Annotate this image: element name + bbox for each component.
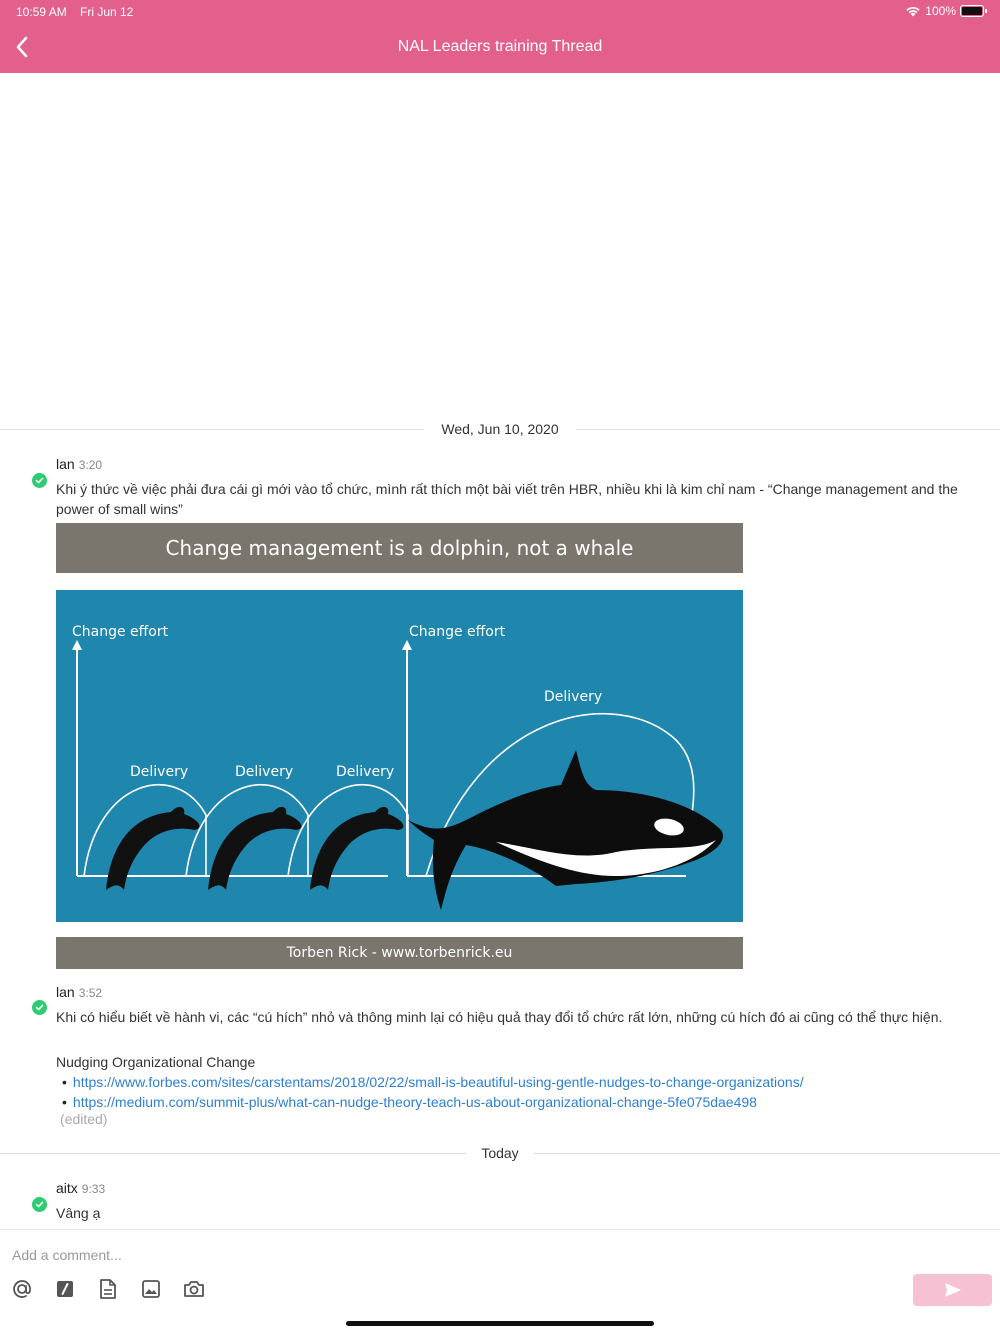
date-divider: [0, 1144, 1000, 1164]
slash-command-button[interactable]: [54, 1278, 76, 1300]
message-text: Khi có hiểu biết về hành vi, các “cú hích” nhỏ và thông minh lại có hiệu quả thay đổi tổ chức rất lớn, những cú hích đó ai cũng có thể thực hiện.: [56, 1009, 943, 1025]
comment-input[interactable]: [12, 1238, 972, 1272]
mention-button[interactable]: [11, 1278, 33, 1300]
delivery-label-2: Delivery: [235, 764, 294, 780]
status-time: 10:59 AM: [16, 5, 67, 19]
camera-button[interactable]: [183, 1278, 205, 1300]
link-forbes[interactable]: https://www.forbes.com/sites/carstentams/2018/02/22/small-is-beautiful-using-gentle-nudges-to-change-organizations/: [72, 1074, 804, 1090]
check-circle-icon: [32, 473, 47, 488]
battery-icon: [960, 5, 984, 17]
at-icon: [11, 1278, 33, 1300]
axis-label-right: Change effort: [409, 624, 506, 640]
status-right: [905, 4, 984, 18]
bullet: •: [62, 1094, 67, 1110]
bullet: •: [62, 1074, 67, 1090]
image-illustration: [56, 590, 743, 922]
status-date: Fri Jun 12: [80, 5, 134, 19]
message-text: Vâng ạ: [56, 1205, 101, 1221]
date-divider: [0, 420, 1000, 440]
comment-composer: [0, 1229, 1000, 1334]
list-item: [62, 1072, 804, 1092]
delivery-label-3: Delivery: [336, 764, 395, 780]
message-text: Khi ý thức về việc phải đưa cái gì mới vào tổ chức, mình rất thích một bài viết trên HBR, nhiều khi là kim chỉ nam - “Change management and the power of small wins”: [56, 481, 958, 517]
link-medium[interactable]: https://medium.com/summit-plus/what-can-nudge-theory-teach-us-about-organizational-change-5fe075dae498: [72, 1094, 757, 1110]
home-indicator: [346, 1321, 654, 1326]
message-author[interactable]: [56, 984, 102, 1000]
date-divider-label: Wed, Jun 10, 2020: [427, 421, 572, 437]
edited-label: (edited): [60, 1111, 108, 1127]
image-icon: [141, 1279, 161, 1299]
send-icon: [944, 1282, 962, 1298]
status-bar: [0, 0, 1000, 24]
file-icon: [99, 1278, 117, 1300]
list-item: [62, 1092, 804, 1112]
slash-icon: [55, 1279, 75, 1299]
message-subheading: Nudging Organizational Change: [56, 1054, 256, 1070]
header-bar: [0, 0, 1000, 73]
image-title: Change management is a dolphin, not a whale: [56, 523, 743, 573]
dolphin-icon: [106, 807, 199, 890]
message-author[interactable]: [56, 1180, 105, 1196]
axis-label-left: Change effort: [72, 624, 169, 640]
dolphin-icon: [310, 807, 403, 890]
battery-percent: 100%: [925, 4, 956, 18]
author-name: aitx: [56, 1180, 78, 1196]
page-title: NAL Leaders training Thread: [397, 38, 603, 55]
wifi-icon: [905, 5, 921, 17]
attach-image-button[interactable]: [140, 1278, 162, 1300]
message-time: 3:20: [78, 458, 103, 472]
whale-icon: [408, 750, 723, 910]
delivery-label-big: Delivery: [544, 689, 603, 705]
delivery-label-1: Delivery: [130, 764, 189, 780]
send-button[interactable]: [913, 1274, 992, 1306]
author-name: lan: [56, 456, 75, 472]
dolphin-icon: [208, 807, 301, 890]
check-circle-icon: [32, 1000, 47, 1015]
camera-icon: [183, 1279, 205, 1299]
image-credit: Torben Rick - www.torbenrick.eu: [56, 937, 743, 969]
author-name: lan: [56, 984, 75, 1000]
check-circle-icon: [32, 1197, 47, 1212]
message-time: 3:52: [78, 986, 103, 1000]
image-attachment[interactable]: [56, 523, 743, 969]
link-list: [62, 1072, 804, 1112]
message-time: 9:33: [81, 1182, 106, 1196]
date-divider-label: Today: [467, 1145, 532, 1161]
attach-file-button[interactable]: [97, 1278, 119, 1300]
message-author[interactable]: [56, 456, 102, 472]
